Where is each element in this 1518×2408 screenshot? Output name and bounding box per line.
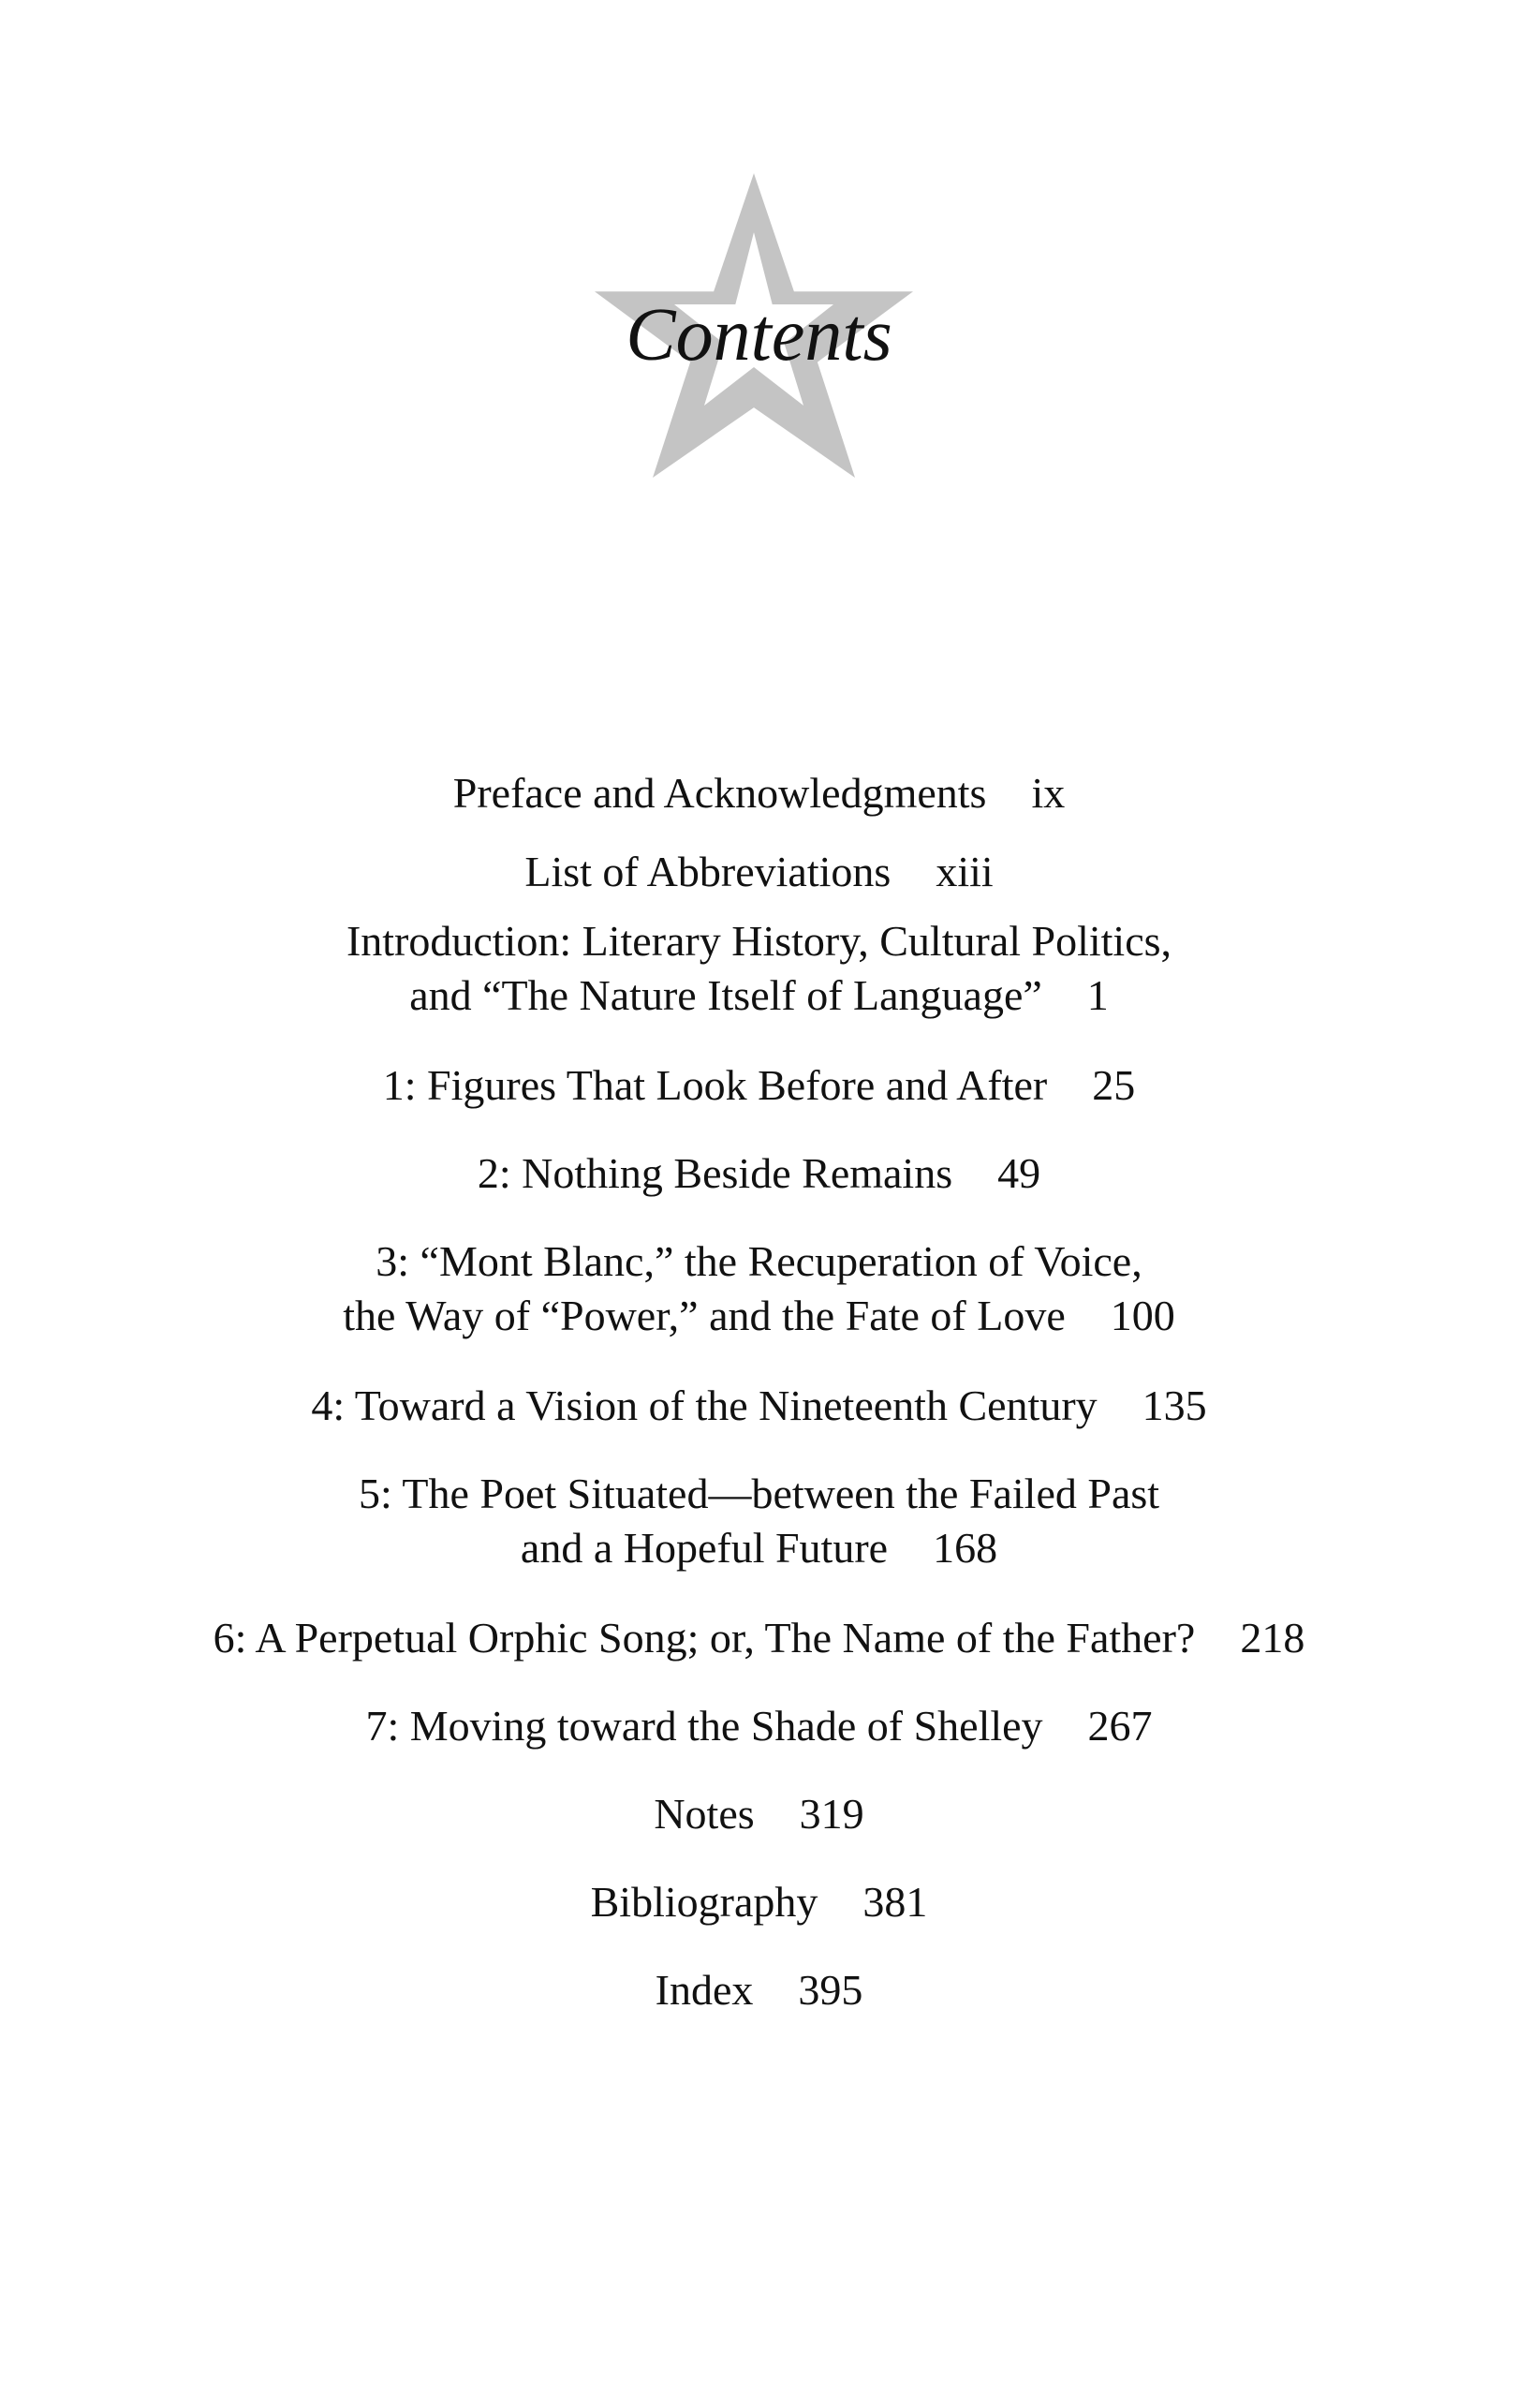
toc-entry-bibliography[interactable] [0, 1875, 1518, 1963]
toc-entry-chapter-6[interactable] [0, 1611, 1518, 1699]
toc-entry-preface[interactable] [0, 766, 1518, 845]
toc-entry-title: Bibliography [590, 1878, 818, 1926]
toc-entry-line: 3: “Mont Blanc,” the Recuperation of Voice, [376, 1237, 1142, 1285]
toc-entry-chapter-7[interactable] [0, 1699, 1518, 1787]
toc-entry-index[interactable] [0, 1963, 1518, 2051]
toc-entry-line [0, 1058, 1518, 1113]
toc-entry-title: and a Hopeful Future [520, 1524, 889, 1572]
toc-page-number: 395 [798, 1966, 863, 2014]
toc-entry-line [0, 1611, 1518, 1665]
toc-page-number: 218 [1240, 1614, 1305, 1662]
toc-page-number: ix [1031, 769, 1066, 817]
toc-entry-notes[interactable] [0, 1787, 1518, 1875]
toc-entry-chapter-3[interactable] [0, 1234, 1518, 1379]
toc-entry-abbreviations[interactable] [0, 845, 1518, 914]
toc-page-number: 381 [862, 1878, 928, 1926]
toc-page-number: 49 [997, 1149, 1041, 1197]
toc-entry-line [0, 1521, 1518, 1575]
toc-entry-chapter-5[interactable] [0, 1467, 1518, 1611]
toc-entry-line: Introduction: Literary History, Cultural Politics, [346, 917, 1172, 965]
toc-entry-title: 1: Figures That Look Before and After [382, 1061, 1048, 1109]
toc-entry-line [0, 1699, 1518, 1753]
toc-entry-line [0, 766, 1518, 820]
toc-entry-title: Notes [654, 1790, 755, 1838]
toc-entry-title: 6: A Perpetual Orphic Song; or, The Name of the Father? [213, 1614, 1196, 1662]
toc-entry-chapter-2[interactable] [0, 1146, 1518, 1234]
toc-entry-line [0, 1146, 1518, 1201]
toc-page-number: 1 [1086, 971, 1109, 1019]
toc-entry-line [0, 845, 1518, 899]
toc-entry-line [0, 968, 1518, 1023]
toc-page-number: 168 [933, 1524, 998, 1572]
toc-entry-title: 2: Nothing Beside Remains [477, 1149, 953, 1197]
toc-entry-line: 5: The Poet Situated—between the Failed Past [358, 1470, 1160, 1517]
toc-entry-chapter-1[interactable] [0, 1058, 1518, 1146]
toc-page-number: 135 [1142, 1381, 1207, 1429]
toc-entry-line [0, 1963, 1518, 2017]
toc-page-number: 267 [1087, 1702, 1153, 1750]
toc-entry-title: 7: Moving toward the Shade of Shelley [365, 1702, 1043, 1750]
toc-page-number: 319 [799, 1790, 864, 1838]
toc-entry-title: the Way of “Power,” and the Fate of Love [343, 1292, 1066, 1339]
toc-entry-introduction[interactable] [0, 914, 1518, 1058]
toc-entry-title: Preface and Acknowledgments [452, 769, 987, 817]
toc-entry-line [0, 1379, 1518, 1433]
table-of-contents [0, 766, 1518, 2051]
toc-entry-line [0, 1289, 1518, 1343]
toc-page-number: 100 [1110, 1292, 1175, 1339]
toc-entry-title: List of Abbreviations [524, 848, 892, 895]
toc-entry-line [0, 1787, 1518, 1841]
page-title: Contents [626, 294, 892, 377]
toc-entry-line [0, 1875, 1518, 1929]
toc-page-number: 25 [1092, 1061, 1136, 1109]
toc-entry-chapter-4[interactable] [0, 1379, 1518, 1467]
toc-page-number: xiii [936, 848, 994, 895]
toc-entry-title: and “The Nature Itself of Language” [409, 971, 1042, 1019]
toc-entry-title: Index [655, 1966, 754, 2014]
toc-entry-title: 4: Toward a Vision of the Nineteenth Century [311, 1381, 1098, 1429]
